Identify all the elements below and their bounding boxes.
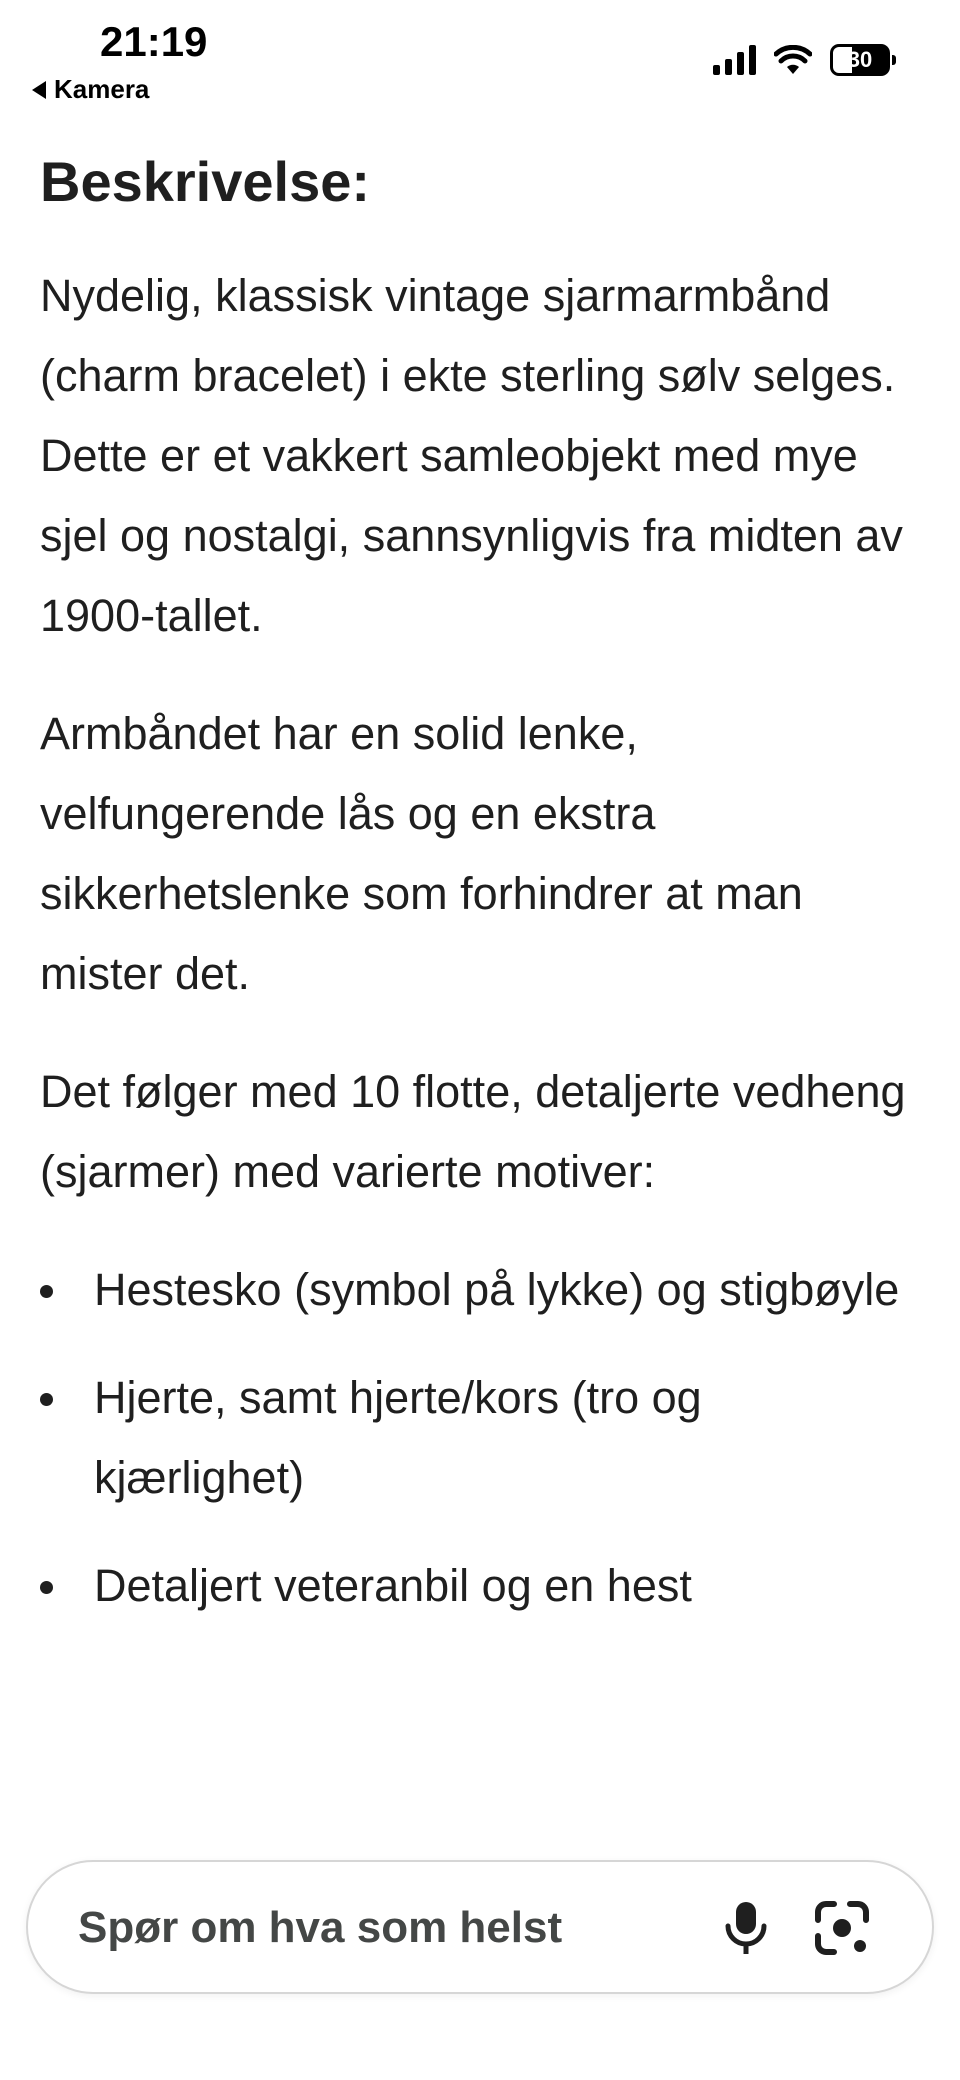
battery-level: 30 (847, 47, 873, 72)
microphone-icon[interactable] (718, 1898, 774, 1958)
back-arrow-icon (32, 81, 46, 99)
battery-icon (830, 44, 890, 76)
search-bar[interactable] (26, 1860, 934, 1994)
list-item-text: Hestesko (symbol på lykke) og stigbøyle (94, 1264, 900, 1315)
cellular-signal-icon (713, 45, 756, 75)
back-label: Kamera (54, 74, 150, 104)
list-item (40, 1358, 920, 1518)
bullet-icon (40, 1285, 53, 1298)
wifi-icon (774, 45, 812, 75)
camera-lens-icon[interactable] (812, 1898, 872, 1958)
list-item-text: Hjerte, samt hjerte/kors (tro og kjærlighet) (94, 1372, 702, 1503)
description-paragraph: Nydelig, klassisk vintage sjarmarmbånd (charm bracelet) i ekte sterling sølv selges. Dette er et vakkert samleobjekt med mye sjel og nostalgi, sannsynligvis fra midten av 1900-tallet. (40, 270, 903, 641)
bullet-icon (40, 1393, 53, 1406)
bullet-icon (40, 1581, 53, 1594)
charm-list (40, 1250, 920, 1626)
list-item (40, 1250, 920, 1330)
status-bar (0, 0, 960, 120)
list-item-text: Detaljert veteranbil og en hest (94, 1560, 692, 1611)
article-content (40, 142, 920, 1654)
status-icons (713, 44, 890, 76)
description-paragraph: Det følger med 10 flotte, detaljerte vedheng (sjarmer) med varierte motiver: (40, 1066, 906, 1197)
list-item (40, 1546, 920, 1626)
search-input[interactable] (76, 1862, 700, 1994)
section-heading: Beskrivelse: (40, 150, 371, 213)
status-time: 21:19 (100, 18, 208, 65)
back-to-camera-link[interactable] (32, 74, 149, 105)
description-paragraph: Armbåndet har en solid lenke, velfungerende lås og en ekstra sikkerhetslenke som forhindrer at man mister det. (40, 708, 803, 999)
